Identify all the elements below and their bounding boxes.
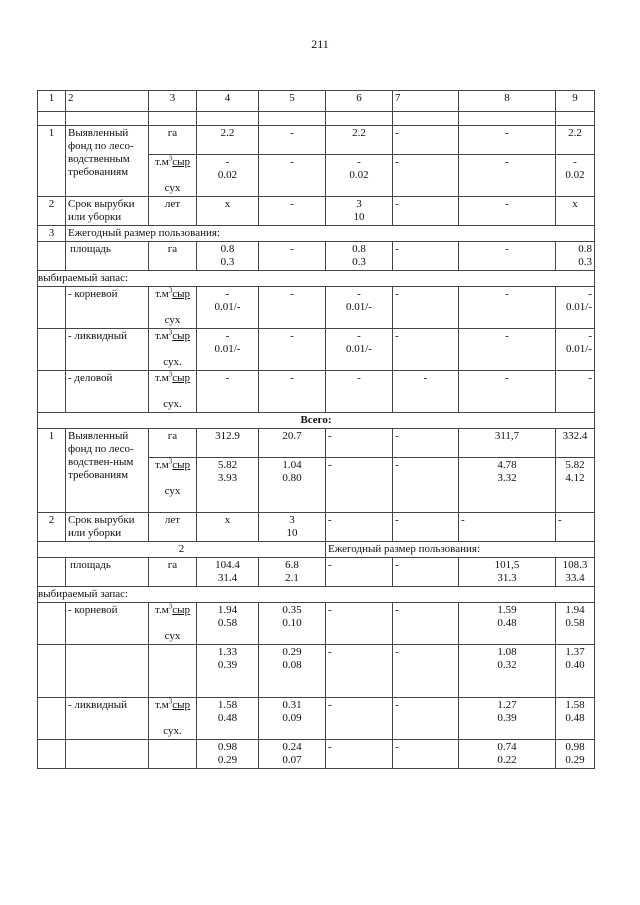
value-bottom: 0.39 [217, 659, 238, 671]
row-name: - корневой [66, 287, 149, 329]
row-name: - ликвидный [66, 698, 149, 740]
total-row [38, 413, 595, 429]
row-name: Выявленный фонд по лесо-водственным требованиям [66, 126, 149, 197]
row-number: 1 [38, 126, 66, 197]
page-number: 211 [311, 37, 329, 51]
unit-cell [149, 458, 197, 513]
header-cell: 7 [393, 91, 459, 112]
value-cell: - [326, 740, 393, 769]
row-name: Срок вырубки или уборки [66, 513, 149, 542]
value-cell [326, 329, 393, 371]
value-cell: 2.2 [326, 126, 393, 155]
value-top: 0.8 [578, 243, 592, 255]
value-cell [197, 458, 259, 513]
value-cell [259, 645, 326, 698]
value-cell [556, 155, 595, 197]
unit-superscript: 3 [168, 154, 173, 163]
value-cell [259, 603, 326, 645]
table-row [38, 542, 595, 558]
value-cell [556, 458, 595, 513]
unit-cell [149, 603, 197, 645]
table-row [38, 287, 595, 329]
value-cell [556, 603, 595, 645]
table-row [38, 242, 595, 271]
value-top: 0.8 [352, 243, 366, 255]
unit-cell: га [149, 558, 197, 587]
value-bottom: 3.32 [497, 472, 517, 484]
value-cell [556, 698, 595, 740]
value-top: 4.78 [497, 459, 517, 471]
value-top: 1.58 [565, 699, 585, 711]
unit-cell [149, 287, 197, 329]
value-cell: - [393, 287, 459, 329]
value-cell: - [459, 155, 556, 197]
table-row [38, 513, 595, 542]
unit-superscript: 3 [168, 328, 173, 337]
value-cell [197, 603, 259, 645]
value-cell: 2.2 [556, 126, 595, 155]
value-cell: - [393, 698, 459, 740]
value-cell: 312.9 [197, 429, 259, 458]
value-cell: - [556, 513, 595, 542]
header-cell: 9 [556, 91, 595, 112]
value-cell [326, 242, 393, 271]
value-cell: - [326, 698, 393, 740]
value-cell: х [197, 197, 259, 226]
value-top: - [225, 330, 230, 342]
unit-text: сыр [172, 699, 190, 711]
value-top: - [588, 330, 592, 342]
value-cell [197, 287, 259, 329]
value-cell [197, 329, 259, 371]
unit-cell [149, 155, 197, 197]
unit-text: сух [164, 485, 181, 497]
unit-text: сыр [172, 156, 190, 168]
value-bottom: 0.3 [220, 256, 235, 268]
value-bottom: 0.09 [282, 712, 302, 724]
row-number: 3 [38, 226, 66, 242]
value-cell: - [326, 558, 393, 587]
value-bottom: 3.93 [217, 472, 238, 484]
value-top: 1.08 [497, 646, 517, 658]
unit-text: сух [164, 630, 181, 642]
value-top: - [357, 330, 361, 342]
value-cell: - [393, 371, 459, 413]
value-cell [459, 458, 556, 513]
value-cell [459, 698, 556, 740]
value-cell: - [393, 558, 459, 587]
value-cell: - [197, 371, 259, 413]
value-cell: - [326, 603, 393, 645]
unit-text: сыр [172, 459, 190, 471]
row-name: - ликвидный [66, 329, 149, 371]
value-bottom: 0.01/- [566, 343, 592, 355]
value-bottom: 10 [286, 527, 298, 539]
value-cell: - [326, 371, 393, 413]
value-bottom: 0.22 [497, 754, 517, 766]
value-cell: - [326, 429, 393, 458]
value-cell [459, 645, 556, 698]
value-cell [197, 698, 259, 740]
unit-superscript: 3 [168, 602, 173, 611]
unit-text: сух. [163, 398, 182, 410]
table-row [38, 329, 595, 371]
value-cell [556, 558, 595, 587]
unit-text: т.м [155, 699, 169, 711]
value-top: 1.58 [217, 699, 238, 711]
value-cell: - [393, 513, 459, 542]
value-bottom: 2.1 [285, 572, 299, 584]
value-cell [459, 740, 556, 769]
header-cell: 8 [459, 91, 556, 112]
unit-text: т.м [155, 372, 169, 384]
value-cell: - [393, 458, 459, 513]
value-cell: - [459, 197, 556, 226]
unit-text: сух [164, 182, 181, 194]
value-cell: 20.7 [259, 429, 326, 458]
unit-cell: лет [149, 197, 197, 226]
value-cell: 332.4 [556, 429, 595, 458]
unit-text: т.м [155, 156, 169, 168]
value-bottom: 0.08 [282, 659, 302, 671]
value-top: - [225, 288, 230, 300]
value-bottom: 0.32 [497, 659, 517, 671]
unit-text: сух. [163, 356, 182, 368]
value-top: 0.98 [217, 741, 238, 753]
unit-cell [149, 371, 197, 413]
value-top: 3 [356, 198, 362, 210]
value-top: 0.29 [282, 646, 302, 658]
unit-cell: га [149, 429, 197, 458]
section-label: выбираемый запас: [38, 271, 595, 287]
value-cell: - [326, 458, 393, 513]
unit-cell [149, 698, 197, 740]
value-bottom: 0.80 [282, 472, 302, 484]
value-cell: - [459, 126, 556, 155]
value-cell: - [393, 242, 459, 271]
value-bottom: 0.3 [352, 256, 366, 268]
value-bottom: 0.58 [565, 617, 585, 629]
value-cell [197, 155, 259, 197]
value-bottom: 0.29 [565, 754, 585, 766]
unit-text: сух [164, 314, 181, 326]
value-cell: - [259, 242, 326, 271]
value-cell: - [259, 197, 326, 226]
value-cell [326, 287, 393, 329]
value-cell: - [459, 371, 556, 413]
value-cell: - [459, 287, 556, 329]
value-cell: - [393, 155, 459, 197]
value-top: 5.82 [565, 459, 585, 471]
value-cell: х [197, 513, 259, 542]
value-top: 108.3 [562, 559, 588, 571]
row-name: Ежегодный размер пользования: [326, 542, 595, 558]
row-name: - деловой [66, 371, 149, 413]
unit-text: сух. [163, 725, 182, 737]
row-number: 2 [38, 197, 66, 226]
value-cell [556, 242, 595, 271]
value-bottom: 31.3 [497, 572, 517, 584]
value-cell [259, 558, 326, 587]
value-cell: - [459, 242, 556, 271]
unit-text: т.м [155, 330, 169, 342]
value-cell: - [326, 513, 393, 542]
total-label: Всего: [38, 413, 595, 429]
value-top: - [225, 156, 230, 168]
value-cell: - [556, 371, 595, 413]
value-cell [326, 197, 393, 226]
header-cell: 6 [326, 91, 393, 112]
value-top: 1.59 [497, 604, 517, 616]
value-top: 0.24 [282, 741, 302, 753]
header-row [38, 91, 595, 112]
value-cell: - [393, 740, 459, 769]
value-top: 0.35 [282, 604, 302, 616]
table-row [38, 429, 595, 458]
value-cell [326, 155, 393, 197]
value-cell: - [259, 287, 326, 329]
value-bottom: 0.02 [565, 169, 585, 181]
table-row [38, 740, 595, 769]
value-bottom: 0.01/- [214, 343, 241, 355]
value-cell [259, 458, 326, 513]
value-bottom: 0.29 [217, 754, 238, 766]
unit-text: сыр [172, 604, 190, 616]
value-cell: - [326, 645, 393, 698]
spacer-row [38, 112, 595, 126]
value-cell: - [259, 371, 326, 413]
header-cell: 4 [197, 91, 259, 112]
unit-cell: лет [149, 513, 197, 542]
value-top: - [357, 156, 361, 168]
value-cell: 2.2 [197, 126, 259, 155]
value-cell: - [393, 197, 459, 226]
value-cell: - [393, 126, 459, 155]
unit-text: сыр [172, 330, 190, 342]
row-number: 1 [38, 429, 66, 513]
row-name: Выявленный фонд по лесо-водствен-ным требованиям [66, 429, 149, 513]
value-cell: - [393, 603, 459, 645]
table-row [38, 271, 595, 287]
value-cell [259, 513, 326, 542]
value-top: 3 [289, 514, 295, 526]
value-cell [556, 287, 595, 329]
value-cell: - [259, 126, 326, 155]
value-bottom: 0.39 [497, 712, 517, 724]
value-bottom: 0.01/- [566, 301, 592, 313]
value-top: 0.98 [565, 741, 585, 753]
value-bottom: 0.48 [497, 617, 517, 629]
value-bottom: 0.01/- [346, 343, 372, 355]
value-top: 0.74 [497, 741, 517, 753]
value-top: 104.4 [215, 559, 240, 571]
value-cell: - [459, 513, 556, 542]
value-bottom: 0.40 [565, 659, 585, 671]
table-row [38, 645, 595, 698]
table-row [38, 603, 595, 645]
value-top: 0.8 [220, 243, 235, 255]
value-cell [556, 740, 595, 769]
value-cell: - [459, 329, 556, 371]
value-top: - [588, 288, 592, 300]
value-top: 1.94 [217, 604, 238, 616]
table-row [38, 226, 595, 242]
table-row [38, 197, 595, 226]
row-number: 2 [38, 513, 66, 542]
unit-superscript: 3 [168, 286, 173, 295]
value-cell [197, 645, 259, 698]
value-cell [259, 740, 326, 769]
value-cell: - [393, 329, 459, 371]
unit-text: т.м [155, 288, 169, 300]
row-name: Ежегодный размер пользования: [66, 226, 595, 242]
value-bottom: 0.3 [578, 256, 592, 268]
value-top: 1.94 [565, 604, 585, 616]
value-cell [556, 329, 595, 371]
value-cell [197, 740, 259, 769]
table-row [38, 558, 595, 587]
row-name: площадь [66, 558, 149, 587]
forest-use-table [37, 90, 595, 769]
value-bottom: 0.48 [217, 712, 238, 724]
unit-superscript: 3 [168, 697, 173, 706]
value-cell: - [393, 645, 459, 698]
value-top: 101,5 [494, 559, 520, 571]
header-cell: 2 [66, 91, 149, 112]
value-cell: - [259, 155, 326, 197]
value-bottom: 0.01/- [346, 301, 372, 313]
unit-text: сыр [172, 372, 190, 384]
header-cell: 1 [38, 91, 66, 112]
value-top: 6.8 [285, 559, 299, 571]
value-top: - [573, 156, 577, 168]
value-cell [197, 242, 259, 271]
value-bottom: 33.4 [565, 572, 585, 584]
header-cell: 3 [149, 91, 197, 112]
unit-cell: га [149, 242, 197, 271]
value-cell [556, 645, 595, 698]
value-bottom: 0.10 [282, 617, 302, 629]
value-bottom: 0.02 [217, 169, 238, 181]
unit-superscript: 3 [168, 370, 173, 379]
value-top: - [357, 288, 361, 300]
value-top: 0.31 [282, 699, 302, 711]
unit-text: т.м [155, 459, 169, 471]
unit-cell [149, 329, 197, 371]
value-top: 1.33 [217, 646, 238, 658]
value-cell: 311,7 [459, 429, 556, 458]
value-bottom: 0.48 [565, 712, 585, 724]
row-number: 2 [38, 542, 326, 558]
value-top: 5.82 [217, 459, 238, 471]
value-cell: - [259, 329, 326, 371]
table-row [38, 126, 595, 155]
value-cell [259, 698, 326, 740]
value-top: 1.04 [282, 459, 302, 471]
row-name: площадь [66, 242, 149, 271]
value-bottom: 31.4 [217, 572, 238, 584]
value-bottom: 10 [353, 211, 365, 223]
value-cell: - [393, 429, 459, 458]
section-label: выбираемый запас: [38, 587, 595, 603]
value-top: 1.37 [565, 646, 585, 658]
row-name: - корневой [66, 603, 149, 645]
value-top: 1.27 [497, 699, 517, 711]
value-bottom: 4.12 [565, 472, 585, 484]
unit-text: т.м [155, 604, 169, 616]
table-row [38, 698, 595, 740]
value-cell [459, 603, 556, 645]
value-bottom: 0.01/- [214, 301, 241, 313]
value-cell [197, 558, 259, 587]
unit-superscript: 3 [168, 457, 173, 466]
header-cell: 5 [259, 91, 326, 112]
value-bottom: 0.58 [217, 617, 238, 629]
unit-text: сыр [172, 288, 190, 300]
table-row [38, 371, 595, 413]
unit-cell: га [149, 126, 197, 155]
row-name: Срок вырубки или уборки [66, 197, 149, 226]
value-cell: х [556, 197, 595, 226]
table-row [38, 587, 595, 603]
value-bottom: 0.02 [349, 169, 369, 181]
value-bottom: 0.07 [282, 754, 302, 766]
value-cell [459, 558, 556, 587]
